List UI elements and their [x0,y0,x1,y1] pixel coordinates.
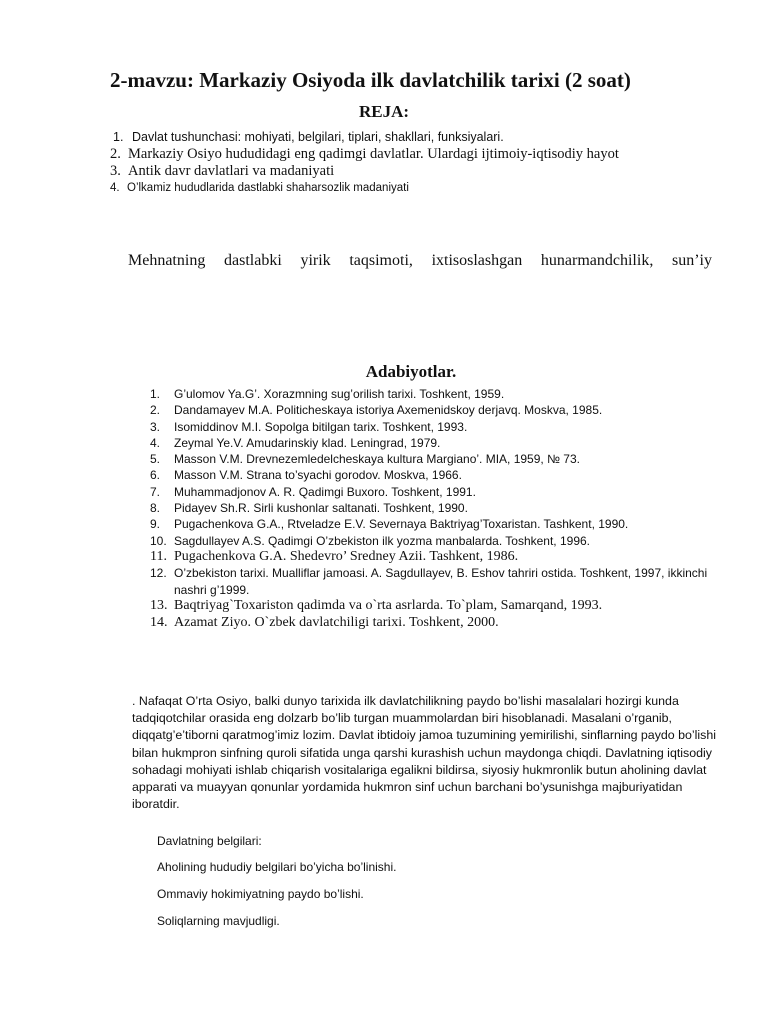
plan-item [110,180,710,196]
literature-item [150,516,720,532]
page-title: 2-mavzu: Markaziy Osiyoda ilk davlatchilik tarixi (2 soat) [110,68,631,92]
plan-item-number: 1. [113,130,124,144]
literature-item [150,484,720,500]
literature-text: Azamat Ziyo. O`zbek davlatchiligi tarixi. Toshkent, 2000. [174,614,499,630]
literature-item [150,467,720,483]
literature-item [150,549,720,566]
literature-text: O’zbekiston tarixi. Mualliflar jamoasi. A. Sagdullayev, B. Eshov tahriri ostida. Toshkent, 1997, ikkinchi nashri g’1999. [174,566,708,597]
literature-number: 11. [150,548,167,564]
literature-item [150,533,720,549]
plan-item-number: 2. [110,146,121,162]
literature-number: 10. [150,533,167,548]
plan-item-text: Davlat tushunchasi: mohiyati, belgilari, tiplari, shakllari, funksiyalari. [132,130,504,144]
literature-heading: Adabiyotlar. [365,362,457,381]
literature-number: 1. [150,387,161,401]
plan-item-text: O’lkamiz hududlarida dastlabki shaharsozlik madaniyati [127,182,409,194]
literature-text: Masson V.M. Strana to’syachi gorodov. Moskva, 1966. [174,468,462,483]
plan-item-number: 4. [110,182,120,194]
literature-text: Baqtriyag`Toxariston qadimda va o`rta asrlarda. To`plam, Samarqand, 1993. [174,598,603,614]
body-paragraph: . Nafaqat O’rta Osiyo, balki dunyo tarixida ilk davlatchilikning paydo bo’lishi masalalari hozirgi kunda tadqiqotchilar orasida eng dolzarb bo’lib turgan muammolardan biri hisoblanadi. Masalani o’rganib, diqqatg’e’tiborni qaratmog’imiz lozim. Davlat ibtidoiy jamoa tuzumining yemirilishi, sinflarning paydo bo’lishi bilan hukmpron sinfning quroli sifatida unga qarshi kurashish uchun maydonga chiqdi. Davlatning iqtisodiy sohadagi mohiyati ishlab chiqarish vositalariga egalikni bildirsa, siyosiy hukmronlik butun aholining davlat apparati va muayyan qonunlar yordamida hukmron sinf uchun barchani bo’ysunishga majburiyatidan iboratdir. [132,694,716,812]
sign-item: Aholining hududiy belgilari bo’yicha bo’linishi. [157,860,397,874]
literature-number: 2. [150,403,161,418]
literature-item [150,615,720,632]
literature-number: 8. [150,501,161,516]
plan-item [110,163,710,180]
plan-item-number: 3. [110,163,121,179]
plan-item-text: Antik davr davlatlari va madaniyati [128,163,335,179]
literature-item [150,435,720,451]
literature-item [150,419,720,435]
literature-number: 12. [150,566,167,581]
literature-number: 13. [150,598,168,614]
sign-item: Soliqlarning mavjudligi. [157,914,280,928]
literature-item [150,500,720,516]
literature-text: Muhammadjonov A. R. Qadimgi Buxoro. Toshkent, 1991. [174,484,476,499]
literature-item [150,386,720,402]
literature-number: 4. [150,435,161,450]
literature-number: 3. [150,419,161,434]
intro-line: Mehnatning dastlabki yirik taqsimoti, ixtisoslashgan hunarmandchilik, sun’iy [128,252,712,269]
plan-heading: REJA: [358,102,410,121]
literature-text: Masson V.M. Drevnezemledelcheskaya kultura Margiano’. MIA, 1959, № 73. [174,452,580,467]
plan-list [110,128,710,196]
literature-number: 9. [150,517,161,532]
literature-text: Pugachenkova G.A., Rtveladze E.V. Severnaya Baktriyag’Toxaristan. Tashkent, 1990. [174,517,629,532]
literature-text: G’ulomov Ya.G’. Xorazmning sug’orilish tarixi. Toshkent, 1959. [174,387,505,401]
literature-text: Sagdullayev A.S. Qadimgi O’zbekiston ilk yozma manbalarda. Toshkent, 1996. [174,533,591,548]
literature-number: 6. [150,468,161,483]
literature-text: Dandamayev M.A. Politicheskaya istoriya Axemenidskoy derjavq. Moskva, 1985. [174,403,603,418]
plan-item [110,146,710,163]
literature-number: 7. [150,484,161,499]
literature-item [150,451,720,467]
signs-heading: Davlatning belgilari: [157,834,262,848]
literature-list [150,386,720,631]
literature-text: Pugachenkova G.A. Shedevro’ Sredney Azii. Tashkent, 1986. [174,548,519,564]
literature-item [150,565,720,598]
literature-text: Zeymal Ye.V. Amudarinskiy klad. Leningrad, 1979. [174,435,441,450]
literature-text: Isomiddinov M.I. Sopolga bitilgan tarix. Toshkent, 1993. [174,419,468,434]
literature-number: 14. [150,614,168,630]
literature-item [150,402,720,418]
literature-item [150,598,720,615]
literature-number: 5. [150,452,161,467]
literature-text: Pidayev Sh.R. Sirli kushonlar saltanati. Toshkent, 1990. [174,501,468,516]
plan-item-text: Markaziy Osiyo hududidagi eng qadimgi davlatlar. Ulardagi ijtimoiy-iqtisodiy hayot [128,146,619,162]
sign-item: Ommaviy hokimiyatning paydo bo’lishi. [157,887,364,901]
plan-item [110,128,710,146]
